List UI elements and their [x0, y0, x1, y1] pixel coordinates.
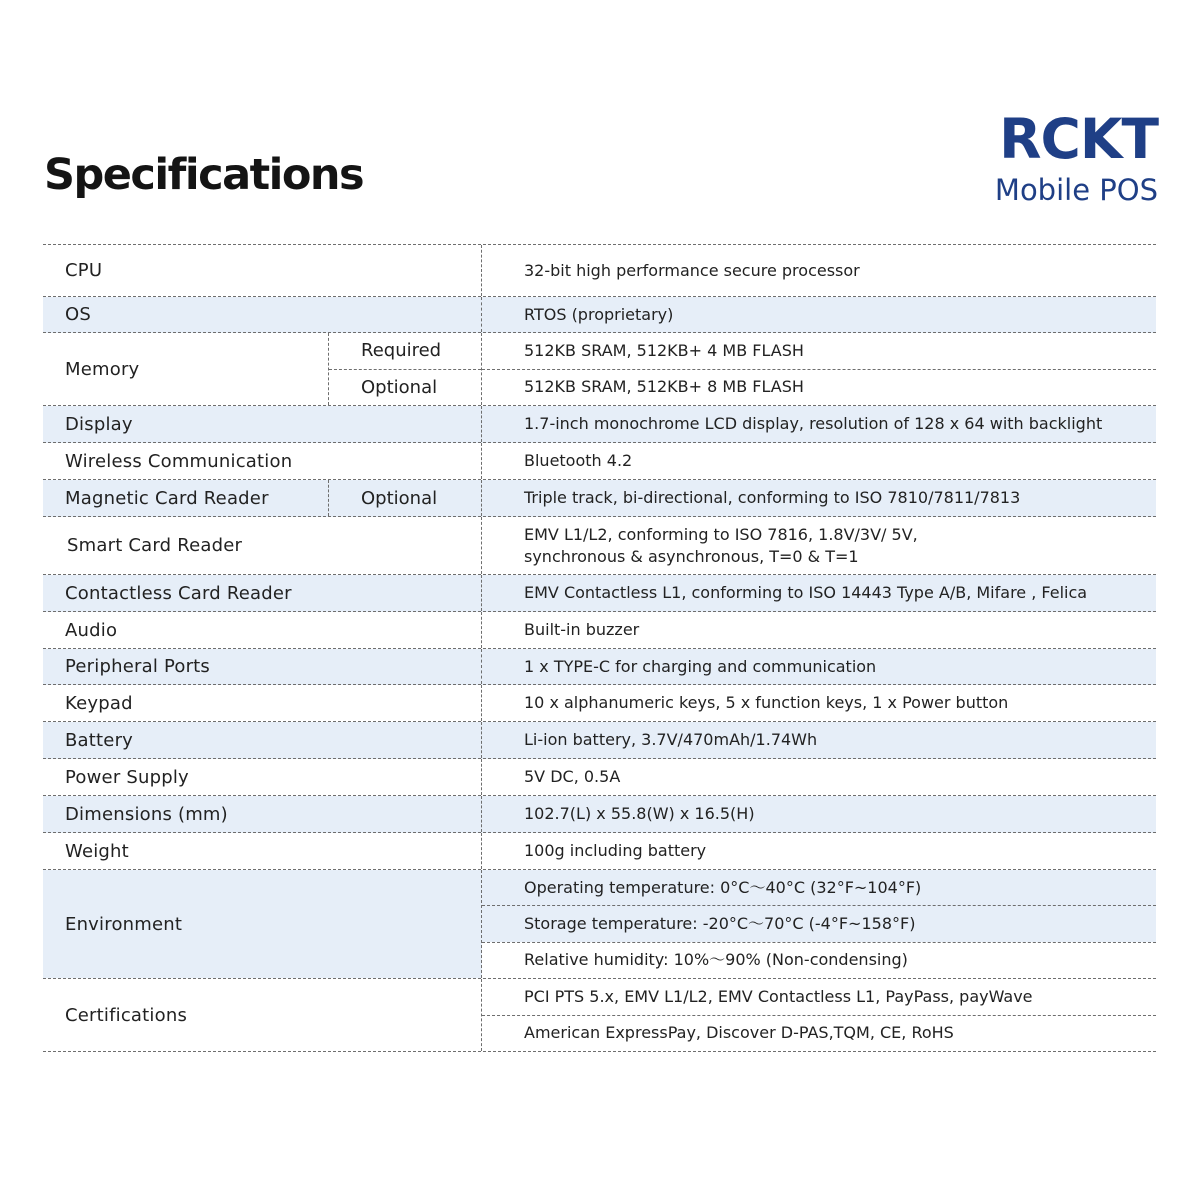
spec-table: [43, 244, 1156, 1052]
spec-row-battery: [43, 722, 1156, 759]
spec-sublabel: Required: [361, 340, 442, 362]
spec-label: Peripheral Ports: [65, 656, 211, 677]
spec-value: 1 x TYPE-C for charging and communication: [524, 656, 877, 676]
spec-value-line: synchronous & asynchronous, T=0 & T=1: [524, 546, 859, 566]
spec-label: Dimensions (mm): [65, 803, 228, 825]
spec-value: Bluetooth 4.2: [524, 451, 633, 470]
spec-label: Environment: [65, 913, 183, 935]
spec-value: Storage temperature: -20°C～70°C (-4°F~158°F): [482, 905, 1156, 941]
spec-row-contactless-card-reader: [43, 575, 1156, 612]
spec-row-environment: [43, 870, 1156, 979]
spec-value: RTOS (proprietary): [524, 304, 674, 324]
spec-row-audio: [43, 612, 1156, 649]
spec-value-line: EMV L1/L2, conforming to ISO 7816, 1.8V/3V/ 5V,: [524, 524, 918, 544]
spec-value: Operating temperature: 0°C～40°C (32°F~104°F): [482, 870, 1156, 905]
spec-label: OS: [65, 304, 91, 325]
page-title: Specifications: [44, 150, 364, 200]
spec-value: 102.7(L) x 55.8(W) x 16.5(H): [524, 804, 755, 823]
spec-label: Weight: [65, 840, 129, 862]
spec-row-weight: [43, 833, 1156, 870]
spec-label: Smart Card Reader: [67, 535, 243, 556]
spec-label: Keypad: [65, 692, 133, 714]
spec-row-wireless: [43, 443, 1156, 480]
spec-value: 5V DC, 0.5A: [524, 767, 621, 786]
spec-label: Magnetic Card Reader: [65, 487, 269, 509]
spec-label: Wireless Communication: [65, 450, 293, 472]
spec-sublabel: Optional: [329, 369, 481, 406]
spec-label: Battery: [65, 729, 134, 751]
brand-logo-subtitle: Mobile POS: [994, 173, 1158, 207]
spec-row-smart-card-reader: [43, 517, 1156, 575]
spec-label: CPU: [65, 260, 103, 281]
spec-value: PCI PTS 5.x, EMV L1/L2, EMV Contactless L1, PayPass, payWave: [524, 986, 1033, 1006]
spec-label: Display: [65, 413, 133, 435]
spec-value: 1.7-inch monochrome LCD display, resolution of 128 x 64 with backlight: [524, 414, 1103, 433]
spec-value: 10 x alphanumeric keys, 5 x function keys, 1 x Power button: [524, 693, 1009, 712]
spec-row-certifications: [43, 979, 1156, 1052]
spec-row-magnetic-card-reader: [43, 480, 1156, 517]
spec-row-os: [43, 297, 1156, 333]
spec-value: Built-in buzzer: [524, 620, 640, 639]
brand-logo-name: RCKT: [999, 107, 1158, 171]
spec-value: 100g including battery: [524, 841, 707, 860]
spec-row-power-supply: [43, 759, 1156, 796]
spec-value: American ExpressPay, Discover D-PAS,TQM, CE, RoHS: [482, 1015, 1156, 1052]
spec-row-memory: [43, 333, 1156, 406]
spec-row-display: [43, 406, 1156, 443]
spec-value: EMV Contactless L1, conforming to ISO 14443 Type A/B, Mifare , Felica: [524, 583, 1088, 602]
spec-value: 512KB SRAM, 512KB+ 4 MB FLASH: [524, 340, 804, 360]
spec-row-dimensions: [43, 796, 1156, 833]
spec-label: Certifications: [65, 1004, 188, 1026]
spec-value: 512KB SRAM, 512KB+ 8 MB FLASH: [482, 369, 1156, 406]
spec-sublabel: Optional: [361, 487, 438, 509]
spec-row-peripheral-ports: [43, 649, 1156, 685]
spec-label: Contactless Card Reader: [65, 582, 292, 604]
spec-label: Power Supply: [65, 766, 189, 788]
spec-value: Triple track, bi-directional, conforming to ISO 7810/7811/7813: [524, 488, 1021, 507]
spec-value: Li-ion battery, 3.7V/470mAh/1.74Wh: [524, 730, 818, 749]
spec-row-keypad: [43, 685, 1156, 722]
spec-label: Audio: [65, 619, 118, 641]
spec-value: Relative humidity: 10%～90% (Non-condensing): [482, 942, 1156, 978]
spec-row-cpu: [43, 244, 1156, 297]
spec-value: 32-bit high performance secure processor: [524, 260, 860, 280]
spec-label: Memory: [65, 358, 140, 380]
